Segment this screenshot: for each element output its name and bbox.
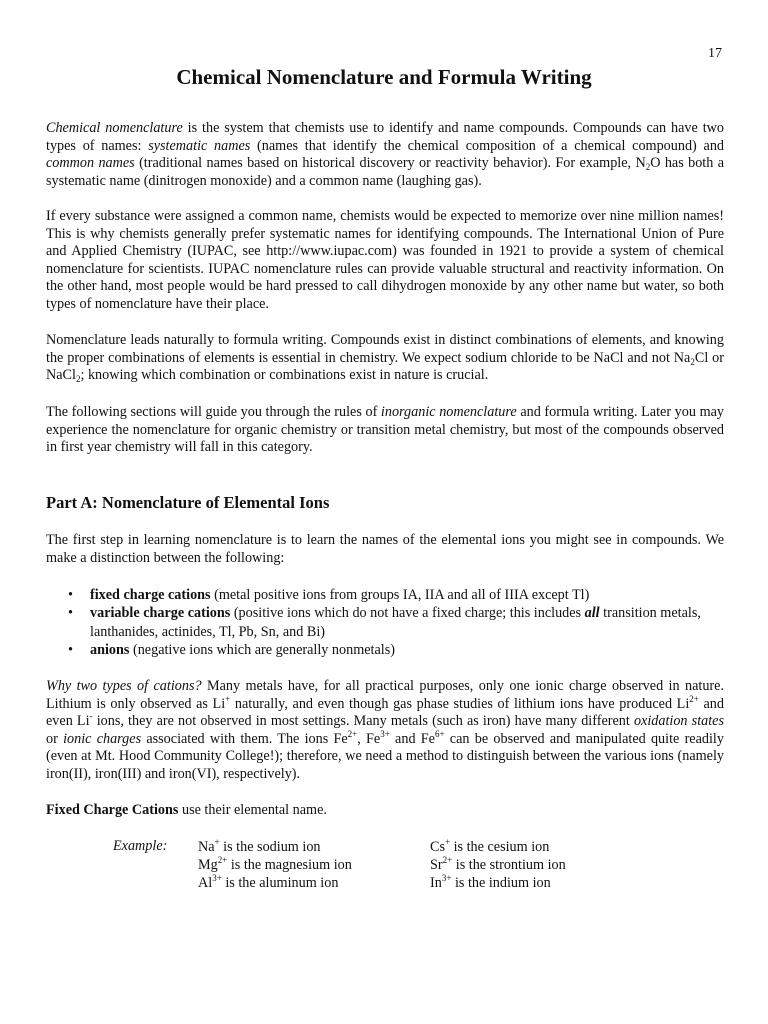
bullet-icon: • [68,587,73,603]
page-title: Chemical Nomenclature and Formula Writing [176,65,592,89]
list-item: • fixed charge cations (metal positive ions from groups IA, IIA and all of IIIA except Tl) [68,587,590,603]
sections-intro-paragraph: The following sections will guide you through the rules of inorganic nomenclature and formula writing. Later you may experience the nomenclature for organic chemistry or transition metal chemistry, but most of the compounds observed in first year chemistry will fall in this category. [46,404,724,456]
part-a-heading: Part A: Nomenclature of Elemental Ions [46,493,330,512]
example-row: $In^{3+}$ is the indium ion [430,873,551,891]
example-column-left [198,838,352,892]
formula-writing-paragraph: Nomenclature leads naturally to formula writing. Compounds exist in distinct combinations of elements, and knowing the proper combinations of elements is essential in chemistry. We expect sodium chloride to be NaCl and not $Na_2Cl$ or NaCl$_2$; knowing which combination or combinations exist in nature is crucial. [46,332,724,385]
list-item: • variable charge cations (positive ions which do not have a fixed charge; this includes all transition metals, lanthanides, actinides, Tl, Pb, Sn, and Bi) [68,605,701,640]
ion-types-list [46,586,724,660]
example-label: Example: [113,838,168,854]
example-row: $Sr^{2+}$ is the strontium ion [430,855,566,873]
example-row: Na+ is the sodium ion [198,837,321,855]
example-row: $Al^{3+}$ is the aluminum ion [198,873,339,891]
example-row: Cs+ is the cesium ion [430,837,550,855]
iupac-paragraph: If every substance were assigned a common name, chemists would be expected to memorize over nine million names! This is why chemists generally prefer systematic names for identifying compounds. The International Union of Pure and Applied Chemistry (IUPAC, see http://www.iupac.com) was founded in 1921 to provide a system of chemical nomenclature for scientists. IUPAC nomenclature rules can provide valuable structural and reactivity information. On the other hand, most people would be hard pressed to call dihydrogen monoxide by any other name but water, so both types of nomenclature have their place. [46,208,724,312]
term-systematic-names: systematic names [148,137,251,154]
intro-paragraph: Chemical nomenclature is the system that chemists use to identify and name compounds. Compounds can have two types of names: systematic names (names that identify the chemical composition of a chemical compound) and common names (traditional names based on historical discovery or reactivity behavior). For example, $N_2O$ has both a systematic name (dinitrogen monoxide) and a common name (laughing gas). [46,120,725,189]
term-inorganic-nomenclature: inorganic nomenclature [380,404,517,420]
page-number: 17 [708,46,722,61]
fixed-charge-cations-line: Fixed Charge Cations use their elemental name. [46,802,327,818]
example-block [0,838,768,898]
why-two-cations-paragraph: Why two types of cations? Many metals have, for all practical purposes, only one ionic charge observed in nature. Lithium is only observed as Li+ naturally, and even though gas phase studies of lithium ions have produced $Li^{2+}$ and even Li- ions, they are not observed in most settings. Many metals (such as iron) have many different oxidation states or ionic charges associated with them. The ions $Fe^{2+}$, $Fe^{3+}$ and $Fe^{6+}$ can be observed and manipulated quite readily (even at Mt. Hood Community College!); therefore, we need a method to distinguish between the various ions (namely iron(II), iron(III) and iron(VI), respectively). [46,678,724,782]
example-row: $Mg^{2+}$ is the magnesium ion [198,855,352,873]
elemental-ions-intro: The first step in learning nomenclature is to learn the names of the elemental ions you might see in compounds. We make a distinction between the following: [46,532,724,566]
term-common-names: common names [46,155,135,172]
bullet-icon: • [68,642,73,659]
list-item: • anions (negative ions which are generally nonmetals) [68,642,395,659]
bullet-icon: • [68,605,73,622]
example-column-right [430,838,566,892]
term-chemical-nomenclature: Chemical nomenclature [46,120,183,136]
